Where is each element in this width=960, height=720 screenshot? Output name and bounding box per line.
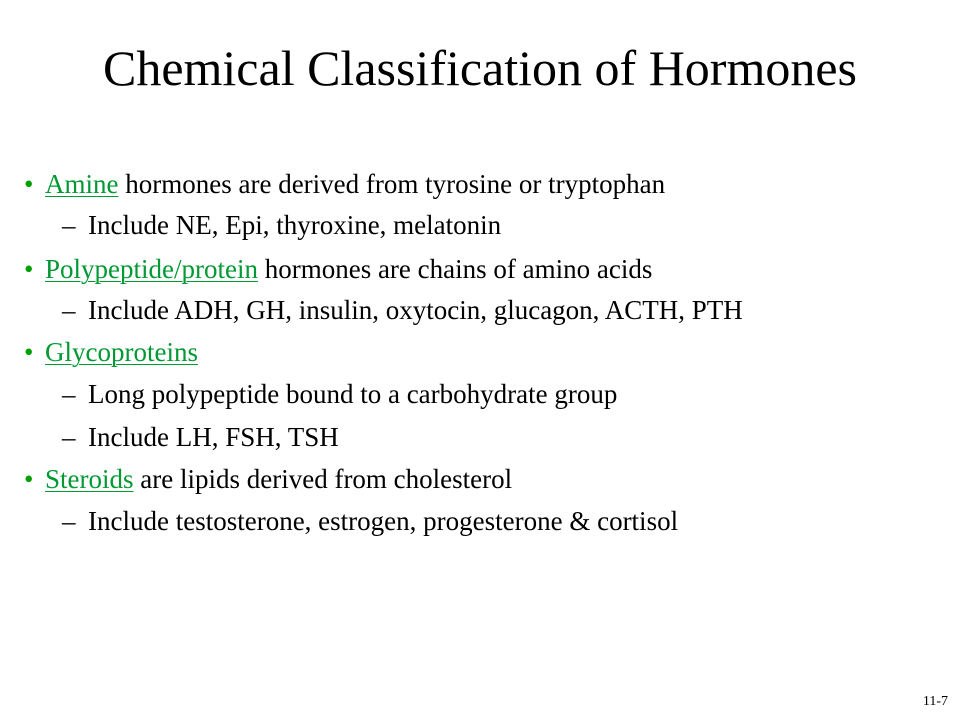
sub-bullet-item: [62, 505, 678, 537]
sub-bullet-text: Long polypeptide bound to a carbohydrate group: [88, 379, 618, 409]
bullet-icon: •: [24, 169, 34, 199]
sub-bullet-text: Include ADH, GH, insulin, oxytocin, glucagon, ACTH, PTH: [88, 295, 743, 325]
slide-title: Chemical Classification of Hormones: [102, 40, 857, 96]
bullet-icon: •: [24, 254, 34, 284]
term-link-steroids[interactable]: Steroids: [45, 464, 134, 494]
dash-icon: –: [62, 210, 76, 240]
sub-bullet-item: [62, 294, 743, 326]
bullet-text: hormones are derived from tyrosine or tryptophan: [118, 169, 666, 199]
bullet-icon: •: [24, 464, 34, 494]
sub-bullet-text: Include testosterone, estrogen, progesterone & cortisol: [88, 506, 679, 536]
bullet-text: are lipids derived from cholesterol: [133, 464, 513, 494]
term-link-amine[interactable]: Amine: [45, 169, 119, 199]
term-link-glycoproteins[interactable]: Glycoproteins: [45, 337, 198, 367]
sub-bullet-text: Include LH, FSH, TSH: [88, 422, 339, 452]
sub-bullet-item: [62, 378, 617, 410]
bullet-item: [24, 253, 652, 285]
dash-icon: –: [62, 295, 76, 325]
sub-bullet-item: [62, 209, 501, 241]
sub-bullet-text: Include NE, Epi, thyroxine, melatonin: [88, 210, 502, 240]
dash-icon: –: [62, 422, 76, 452]
term-link-polypeptide-protein[interactable]: Polypeptide/protein: [45, 254, 258, 284]
dash-icon: –: [62, 506, 76, 536]
bullet-item: [24, 463, 512, 495]
bullet-item: [24, 336, 198, 368]
bullet-item: [24, 168, 665, 200]
bullet-icon: •: [24, 337, 34, 367]
sub-bullet-item: [62, 421, 339, 453]
slide-number: 11-7: [922, 694, 948, 709]
dash-icon: –: [62, 379, 76, 409]
bullet-text: hormones are chains of amino acids: [257, 254, 653, 284]
